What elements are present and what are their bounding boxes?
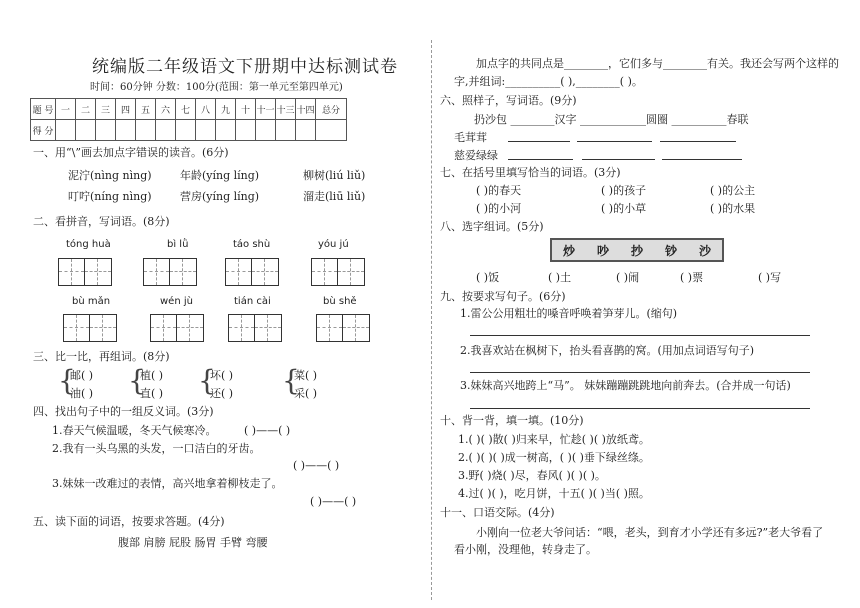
pinyin-label: wén jù [160,296,193,307]
score-header-cell: 五 [136,99,156,120]
q6-heading: 六、照样子，写词语。(9分) [440,94,577,107]
q4-heading: 四、找出句子中的一组反义词。(3分) [33,405,214,418]
compare-word: 邮( ) [70,369,94,382]
score-header-cell: 二 [76,99,96,120]
q11-paragraph: 看小刚，没理他，转身走了。 [454,543,597,556]
brace: { [58,364,76,397]
q8-blank[interactable]: ( )票 [680,271,704,284]
q5-heading: 五、读下面的词语，按要求答题。(4分) [33,515,225,528]
answer-line[interactable] [577,141,652,142]
q7-blank[interactable]: ( )的孩子 [601,184,647,197]
score-input-cell[interactable] [296,120,316,141]
score-value-row [31,120,347,141]
compare-word: 菜( ) [294,369,318,382]
page-divider [431,40,432,600]
score-header-cell: 四 [116,99,136,120]
compare-word: 油( ) [70,387,94,400]
score-header-label: 题 号 [31,99,56,120]
writing-grid[interactable] [225,258,279,286]
score-header-cell: 十三 [276,99,296,120]
exam-meta: 时间：60分钟 分数：100分(范围：第一单元至第四单元) [90,82,343,93]
q8-blank[interactable]: ( )饭 [476,271,500,284]
score-header-cell: 三 [96,99,116,120]
q8-blank[interactable]: ( )写 [758,271,782,284]
q7-heading: 七、在括号里填写恰当的词语。(3分) [440,166,621,179]
score-input-cell[interactable] [316,120,347,141]
q9-sentence: 2.我喜欢站在枫树下，抬头看喜鹊的窝。(用加点词语写句子) [460,344,755,357]
q7-blank[interactable]: ( )的小河 [476,202,522,215]
q1-item: 柳树(liú liǔ) [303,169,366,182]
score-input-cell[interactable] [276,120,296,141]
brace: { [128,364,146,397]
score-header-cell: 十 [236,99,256,120]
score-input-cell[interactable] [136,120,156,141]
score-header-cell: 八 [196,99,216,120]
q1-item: 营房(yíng líng) [180,190,260,203]
answer-blank[interactable]: ( )——( ) [293,459,340,472]
q6-label: 慈爱绿绿 [454,149,498,162]
q8-blank[interactable]: ( )土 [548,271,572,284]
score-input-cell[interactable] [116,120,136,141]
choice-char: 吵 [596,243,609,258]
q5-line: 字,并组词:__________( ),________( )。 [454,75,643,88]
writing-grid[interactable] [143,258,197,286]
compare-word: 坏( ) [210,369,234,382]
answer-line[interactable] [470,335,810,336]
choice-char: 沙 [698,243,711,258]
score-row-label: 得 分 [31,120,56,141]
q9-heading: 九、按要求写句子。(6分) [440,290,566,303]
compare-word: 采( ) [294,387,318,400]
score-input-cell[interactable] [76,120,96,141]
page-title: 统编版二年级语文下册期中达标测试卷 [92,57,398,77]
choice-char: 钞 [664,243,677,258]
writing-grid[interactable] [316,314,370,342]
score-header-cell: 九 [216,99,236,120]
score-header-cell: 七 [176,99,196,120]
score-input-cell[interactable] [256,120,276,141]
q11-paragraph: 小刚向一位老大爷问话：“喂，老头，到育才小学还有多远?”老大爷看了 [476,526,824,539]
q1-heading: 一、用“\”画去加点字错误的读音。(6分) [33,146,229,159]
answer-line[interactable] [660,141,736,142]
score-input-cell[interactable] [236,120,256,141]
q7-blank[interactable]: ( )的水果 [710,202,756,215]
writing-grid[interactable] [150,314,204,342]
q3-heading: 三、比一比，再组词。(8分) [33,350,170,363]
q5-words: 腹部 肩膀 屁股 肠胃 手臂 弯腰 [118,536,268,549]
q9-sentence: 3.妹妹高兴地跨上“马”。 妹妹蹦蹦跳跳地向前奔去。(合并成一句话) [460,379,791,392]
q5-line: 加点字的共同点是________，它们多与________有关。我还会写两个这样的 [476,57,839,70]
q9-sentence: 1.雷公公用粗壮的嗓音呼唤着笋芽儿。(缩句) [460,307,678,320]
poem-line: 1.( )( )散( )归来早，忙趁( )( )放纸鸢。 [458,433,650,446]
q6-row: 扔沙包 ________汉字 ____________圆圈 __________春联 [474,113,749,126]
score-header-cell: 一 [56,99,76,120]
q4-sentence: 3.妹妹一改难过的表情，高兴地拿着柳枝走了。 [52,477,283,490]
writing-grid[interactable] [63,314,117,342]
poem-line: 2.( )( )( )成一树高，( )( )垂下绿丝绦。 [458,451,650,464]
compare-word: 直( ) [140,387,164,400]
q1-item: 泥泞(nìng nìng) [68,169,152,182]
q4-sentence: 2.我有一头乌黑的头发，一口洁白的牙齿。 [52,442,261,455]
q8-heading: 八、选字组词。(5分) [440,220,544,233]
answer-line[interactable] [508,141,570,142]
q10-heading: 十、背一背，填一填。(10分) [440,414,584,427]
pinyin-label: táo shù [233,239,271,250]
q7-blank[interactable]: ( )的公主 [710,184,756,197]
pinyin-label: yóu jú [318,239,349,250]
poem-line: 4.过( )( )，吃月饼，十五( )( )当( )照。 [458,487,650,500]
brace: { [282,364,300,397]
q1-item: 年龄(yíng líng) [180,169,260,182]
score-header-cell: 六 [156,99,176,120]
pinyin-label: tián cài [234,296,271,307]
answer-blank[interactable]: ( )——( ) [310,495,357,508]
score-input-cell[interactable] [216,120,236,141]
score-header-row [31,99,347,120]
brace: { [198,364,216,397]
score-header-cell: 十一 [256,99,276,120]
q7-blank[interactable]: ( )的小草 [601,202,647,215]
score-input-cell[interactable] [56,120,76,141]
score-input-cell[interactable] [156,120,176,141]
pinyin-label: tóng huà [66,239,111,250]
compare-word: 植( ) [140,369,164,382]
score-header-cell: 十四 [296,99,316,120]
char-choice-box [550,238,724,262]
writing-grid[interactable] [58,258,112,286]
score-table [30,98,347,141]
q1-item: 叮咛(níng nìng) [68,190,152,203]
answer-line[interactable] [470,372,810,373]
poem-line: 3.野( )烧( )尽，春风( )( )( )。 [458,469,606,482]
answer-line[interactable] [508,159,573,160]
pinyin-label: bù mǎn [72,296,111,307]
q7-blank[interactable]: ( )的春天 [476,184,522,197]
q2-heading: 二、看拼音，写词语。(8分) [33,215,170,228]
score-input-cell[interactable] [196,120,216,141]
writing-grid[interactable] [228,314,282,342]
q8-blank[interactable]: ( )闹 [616,271,640,284]
compare-word: 还( ) [210,387,234,400]
writing-grid[interactable] [311,258,365,286]
answer-blank[interactable]: ( )——( ) [244,424,291,437]
choice-char: 抄 [630,243,643,258]
choice-char: 炒 [562,243,575,258]
q11-heading: 十一、口语交际。(4分) [440,506,555,519]
q1-item: 溜走(liū liǔ) [303,190,366,203]
answer-line[interactable] [470,408,810,409]
q6-label: 毛茸茸 [454,131,487,144]
answer-line[interactable] [582,159,655,160]
answer-line[interactable] [662,159,742,160]
pinyin-label: bù shě [323,296,357,307]
pinyin-label: bì lǜ [167,239,189,250]
q4-sentence: 1.春天气候温暖，冬天气候寒冷。 [52,424,217,437]
score-input-cell[interactable] [176,120,196,141]
score-header-cell: 总分 [316,99,347,120]
score-input-cell[interactable] [96,120,116,141]
